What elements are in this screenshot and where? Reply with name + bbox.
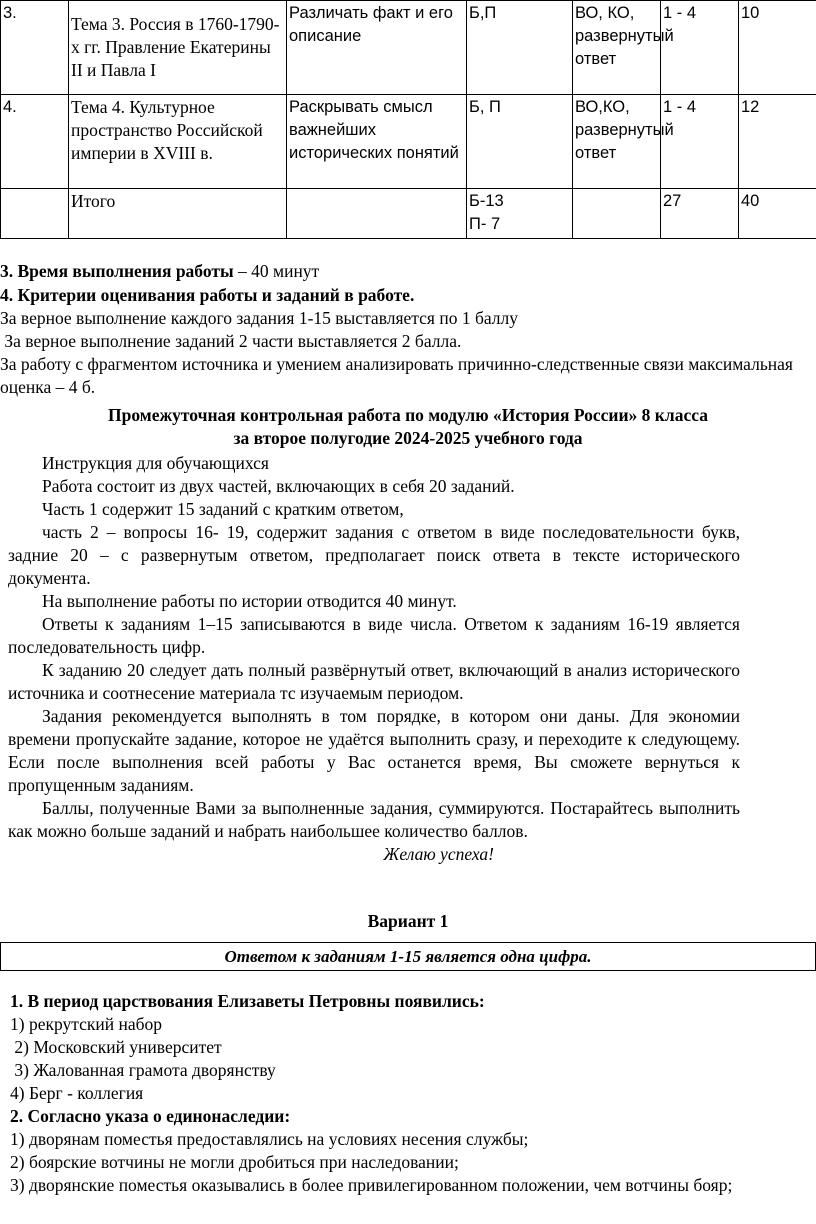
work-title-line: за второе полугодие 2024-2025 учебного года — [233, 428, 583, 448]
cell-level: Б, П — [467, 95, 573, 189]
cell-topic: Тема 4. Культурное пространство Российской империи в XVIII в. — [69, 95, 287, 189]
answer-option: 1) дворянам поместья предоставлялись на условиях несения службы; — [10, 1129, 529, 1149]
answer-option: 3) дворянские поместья оказывались в более привилегированном положении, чем вотчины бояр; — [10, 1175, 733, 1195]
cell-type: ВО,КО, развернутый ответ — [573, 95, 661, 189]
variant-title: Вариант 1 — [367, 911, 449, 931]
instruction-paragraph: часть 2 – вопросы 16- 19, содержит задания с ответом в виде последовательности букв, задние 20 – с развернутым ответом, предполагает поиск ответа в тексте исторического документа. — [8, 522, 740, 588]
section-3-heading: 3. Время выполнения работы — [0, 261, 234, 281]
criteria-line: За работу с фрагментом источника и умением анализировать причинно-следственные связи максимальная оценка – 4 б. — [0, 354, 793, 397]
cell-skill — [287, 189, 467, 239]
cell-type: ВО, КО, развернутый ответ — [573, 1, 661, 95]
cell-skill: Различать факт и его описание — [287, 1, 467, 95]
cell-num — [1, 189, 69, 239]
cell-type — [573, 189, 661, 239]
cell-topic: Итого — [69, 189, 287, 239]
question-text: 2. Согласно указа о единонаследии: — [10, 1106, 291, 1126]
cell-points: 40 — [739, 189, 816, 239]
cell-topic: Тема 3. Россия в 1760-1790-х гг. Правление Екатерины II и Павла I — [69, 1, 287, 95]
wish-text: Желаю успеха! — [383, 844, 494, 864]
cell-points: 12 — [739, 95, 816, 189]
instructions — [8, 452, 740, 866]
answer-option: 1) рекрутский набор — [10, 1014, 163, 1034]
cell-level: Б,П — [467, 1, 573, 95]
section-3 — [0, 260, 816, 283]
cell-num: 3. — [1, 1, 69, 95]
table-row — [1, 189, 816, 239]
section-4-heading: 4. Критерии оценивания работы и заданий в работе. — [0, 285, 415, 305]
instruction-paragraph: Ответы к заданиям 1–15 записываются в виде числа. Ответом к заданиям 16-19 является последовательность цифр. — [8, 614, 740, 657]
cell-num: 4. — [1, 95, 69, 189]
section-4 — [0, 284, 816, 399]
cell-range: 1 - 4 — [661, 1, 739, 95]
cell-skill: Раскрывать смысл важнейших исторических понятий — [287, 95, 467, 189]
cell-range: 27 — [661, 189, 739, 239]
level-line: П- 7 — [469, 215, 501, 233]
table-row — [1, 1, 816, 95]
answer-option: 3) Жалованная грамота дворянству — [10, 1060, 276, 1080]
answer-option: 2) боярские вотчины не могли дробиться при наследовании; — [10, 1152, 459, 1172]
instruction-paragraph: Часть 1 содержит 15 заданий с кратким ответом, — [42, 499, 404, 519]
level-line: Б-13 — [469, 192, 504, 210]
question-text: 1. В период царствования Елизаветы Петровны появились: — [10, 991, 485, 1011]
instruction-paragraph: На выполнение работы по истории отводится 40 минут. — [42, 591, 457, 611]
table-row — [1, 95, 816, 189]
questions — [10, 990, 810, 1197]
instruction-paragraph: К заданию 20 следует дать полный развёрнутый ответ, включающий в анализ исторического источника и соотнесение материала тс изучаемым периодом. — [8, 660, 740, 703]
work-title — [0, 404, 816, 450]
variant-note: Ответом к заданиям 1-15 является одна цифра. — [224, 947, 592, 966]
cell-range: 1 - 4 — [661, 95, 739, 189]
work-title-line: Промежуточная контрольная работа по модулю «История России» 8 класса — [108, 405, 708, 425]
assessment-plan-table — [0, 0, 816, 239]
variant-note-box — [0, 942, 816, 971]
cell-level — [467, 189, 573, 239]
criteria-line: За верное выполнение каждого задания 1-15 выставляется по 1 баллу — [0, 308, 518, 328]
answer-option: 2) Московский университет — [10, 1037, 222, 1057]
instruction-paragraph: Задания рекомендуется выполнять в том порядке, в котором они даны. Для экономии времени пропускайте задание, которое не удаётся выполнить сразу, и переходите к следующему. Если после выполнения всей работы у Вас останется время, Вы сможете вернуться к пропущенным заданиям. — [8, 706, 740, 795]
answer-option: 4) Берг - коллегия — [10, 1083, 144, 1103]
criteria-line: За верное выполнение заданий 2 части выставляется 2 балла. — [0, 331, 462, 351]
section-3-text: – 40 минут — [233, 261, 320, 281]
instruction-paragraph: Баллы, полученные Вами за выполненные задания, суммируются. Постарайтесь выполнить как можно больше заданий и набрать наибольшее количество баллов. — [8, 798, 740, 841]
instruction-paragraph: Работа состоит из двух частей, включающих в себя 20 заданий. — [42, 476, 515, 496]
cell-points: 10 — [739, 1, 816, 95]
instruction-paragraph: Инструкция для обучающихся — [42, 453, 269, 473]
